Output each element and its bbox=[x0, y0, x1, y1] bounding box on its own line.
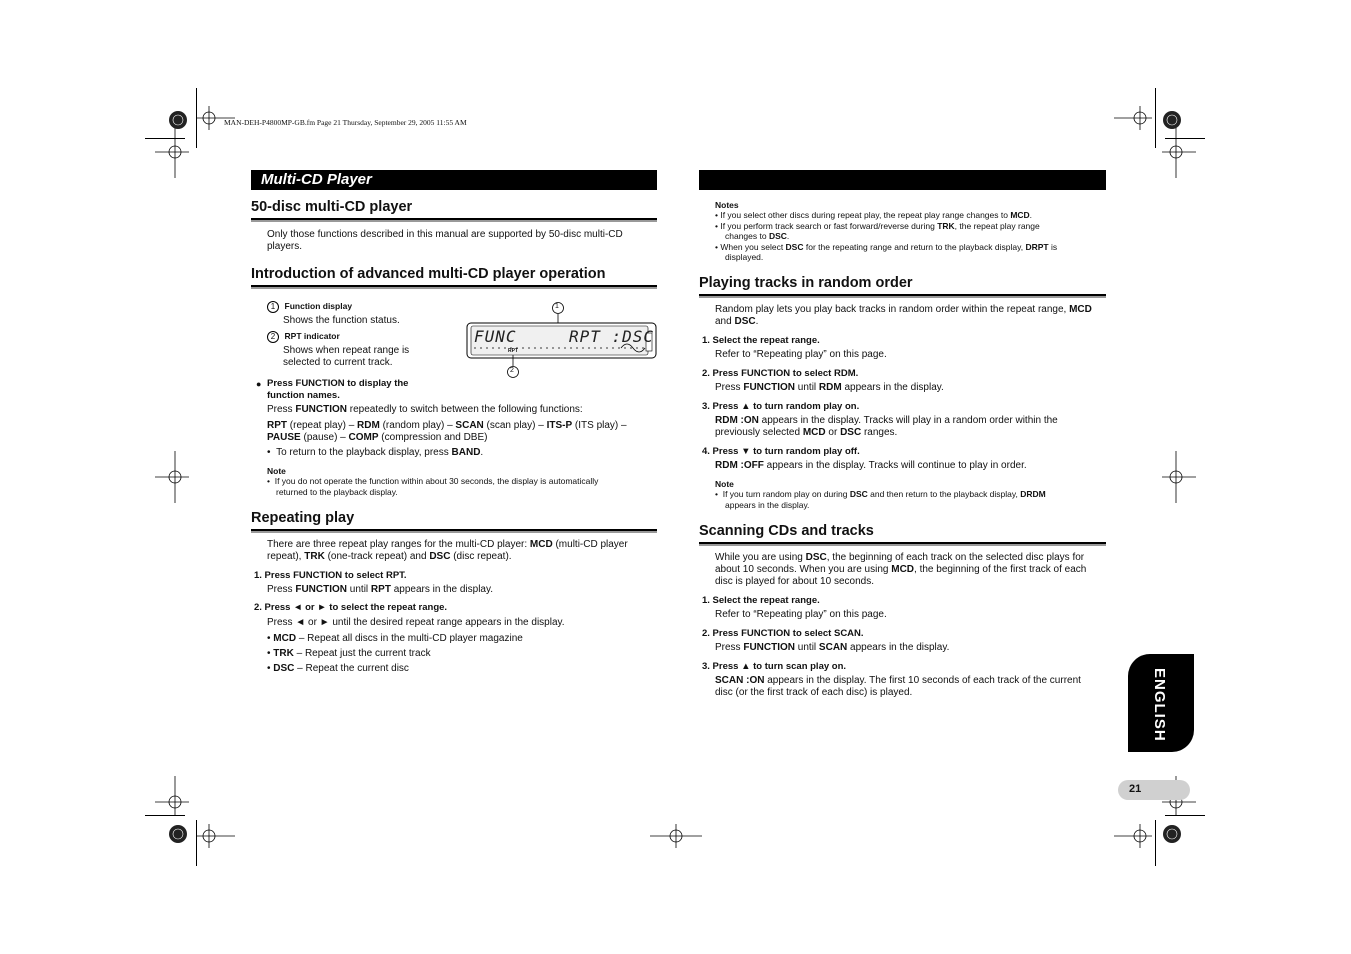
text-run: or bbox=[825, 427, 841, 438]
scan-step-2-desc bbox=[715, 642, 949, 654]
text-run: ranges. bbox=[861, 427, 898, 438]
callout-number: 1 bbox=[267, 301, 279, 313]
text-run: , the beginning of each track on the selected disc plays for bbox=[826, 552, 1085, 563]
text-run: (repeat play) – bbox=[287, 420, 358, 431]
bold-term: FUNCTION bbox=[743, 382, 796, 393]
press-function-desc: Press FUNCTION repeatedly to switch between the following functions: bbox=[267, 404, 583, 415]
repeat-step-1: 1. Press FUNCTION to select RPT. bbox=[254, 570, 407, 581]
text-run: appears in the display. Tracks will continue to play in order. bbox=[763, 460, 1027, 471]
heading-repeat: Repeating play bbox=[251, 510, 355, 526]
text-run: (disc repeat). bbox=[450, 551, 512, 562]
text-run: appears in the display. bbox=[847, 642, 950, 653]
random-step-4: 4. Press ▼ to turn random play off. bbox=[702, 446, 860, 457]
text-run: Press bbox=[715, 642, 744, 653]
note-text: appears in the display. bbox=[725, 500, 810, 510]
scan-paragraph: disc is played for about 10 seconds. bbox=[715, 576, 874, 587]
lcd-function-text: FUNC bbox=[474, 327, 517, 346]
heading-intro: Introduction of advanced multi-CD player operation bbox=[251, 266, 606, 282]
text-run: appears in the display. bbox=[841, 382, 944, 393]
random-step-3: 3. Press ▲ to turn random play on. bbox=[702, 401, 860, 412]
range-item: • DSC – Repeat the current disc bbox=[267, 663, 409, 674]
bullet-dot: ● bbox=[256, 379, 262, 389]
heading-rule bbox=[251, 285, 657, 289]
text-run: Press bbox=[715, 382, 744, 393]
lcd-rpt-indicator: RPT bbox=[508, 348, 518, 354]
lcd-rpt-text: RPT :DSC bbox=[569, 327, 655, 346]
bold-term: DSC bbox=[785, 241, 804, 252]
text-run: Press bbox=[267, 584, 296, 595]
page-number: 21 bbox=[1129, 783, 1142, 795]
bold-term: RDM :ON bbox=[715, 415, 759, 426]
bold-term: SCAN bbox=[818, 642, 848, 653]
range-item: • TRK – Repeat just the current track bbox=[267, 648, 431, 659]
random-step-3-desc bbox=[715, 415, 1058, 427]
text-run: , the repeat play range bbox=[954, 220, 1040, 231]
heading-rule bbox=[699, 542, 1106, 546]
text-run: (multi-CD player bbox=[552, 539, 628, 550]
lcd-callout-number-2: 2 bbox=[510, 367, 514, 374]
bold-term: MCD bbox=[529, 539, 553, 550]
text-run: and then return to the playback display, bbox=[867, 489, 1021, 499]
text-run: until bbox=[795, 382, 819, 393]
callout-desc: Shows the function status. bbox=[283, 315, 400, 326]
note-line: • If you perform track search or fast forward/reverse during TRK, the repeat play range bbox=[715, 220, 1040, 231]
text-run: about 10 seconds. When you are using bbox=[715, 564, 892, 575]
random-step-3-desc bbox=[715, 427, 897, 439]
bold-term: ITS-P bbox=[546, 420, 573, 431]
section-header-bar bbox=[251, 170, 657, 190]
text-run: Random play lets you play back tracks in random order within the repeat range, bbox=[715, 304, 1070, 315]
bold-term: RDM bbox=[357, 420, 380, 431]
text-run: (scan play) – bbox=[483, 420, 547, 431]
scan-step-3-desc: disc (or the first track of each disc) is played. bbox=[715, 687, 913, 698]
text-run: If you perform track search or fast forward/reverse during bbox=[720, 220, 938, 231]
text-run: . bbox=[755, 316, 759, 327]
bold-term: DSC bbox=[849, 489, 868, 499]
heading-scan: Scanning CDs and tracks bbox=[699, 523, 874, 539]
scan-paragraph bbox=[715, 564, 1086, 576]
scan-step-1-desc: Refer to “Repeating play” on this page. bbox=[715, 609, 887, 620]
paragraph-50-disc-1: Only those functions described in this manual are supported by 50-disc multi-CD bbox=[267, 229, 623, 240]
note-line: • When you select DSC for the repeating range and return to the playback display, DRPT is bbox=[715, 241, 1058, 252]
repeat-paragraph bbox=[267, 551, 512, 563]
random-step-4-desc bbox=[715, 460, 1027, 472]
bold-term: DRPT bbox=[1025, 241, 1049, 252]
text-run: (pause) – bbox=[300, 432, 349, 443]
random-step-2: 2. Press FUNCTION to select RDM. bbox=[702, 368, 859, 379]
text-run: until bbox=[347, 584, 371, 595]
text-run: until bbox=[795, 642, 819, 653]
scan-paragraph bbox=[715, 552, 1084, 564]
bold-term: DSC bbox=[429, 551, 451, 562]
bold-term: TRK bbox=[304, 551, 325, 562]
note-text: • If you turn random play on during DSC and then return to the playback display, DRDM bbox=[715, 489, 1046, 499]
text-run: (one-track repeat) and bbox=[324, 551, 430, 562]
callout-rpt-indicator bbox=[267, 331, 340, 343]
lcd-callout-number-1: 1 bbox=[555, 303, 559, 310]
text-run: If you turn random play on during bbox=[722, 489, 850, 499]
text-run: There are three repeat play ranges for the multi-CD player: bbox=[267, 539, 530, 550]
text-run: (compression and DBE) bbox=[378, 432, 488, 443]
bold-term: RDM bbox=[818, 382, 842, 393]
bold-term: MCD bbox=[891, 564, 915, 575]
bold-term: DRDM bbox=[1020, 489, 1046, 499]
repeat-step-1-desc bbox=[267, 584, 493, 596]
text-run: If you select other discs during repeat play, the repeat play range changes to bbox=[720, 210, 1011, 220]
repeat-step-2: 2. Press ◄ or ► to select the repeat range. bbox=[254, 602, 448, 613]
note-heading: Note bbox=[715, 479, 734, 489]
press-function-instruction: Press FUNCTION to display the bbox=[267, 378, 409, 389]
lcd-illustration bbox=[466, 300, 658, 380]
bold-term: MCD bbox=[1010, 210, 1030, 220]
repeat-paragraph bbox=[267, 539, 628, 551]
random-step-1-desc: Refer to “Repeating play” on this page. bbox=[715, 349, 887, 360]
section-title: Multi-CD Player bbox=[261, 171, 372, 188]
note-heading: Note bbox=[267, 466, 286, 476]
text-run: appears in the display. Tracks will play in a random order within the bbox=[758, 415, 1058, 426]
note-text: returned to the playback display. bbox=[276, 487, 398, 497]
random-paragraph bbox=[715, 316, 758, 328]
heading-50-disc: 50-disc multi-CD player bbox=[251, 199, 413, 215]
return-bullet: • To return to the playback display, press BAND. bbox=[267, 447, 484, 458]
repeat-step-2-desc: Press ◄ or ► until the desired repeat range appears in the display. bbox=[267, 617, 565, 628]
press-function-instruction: function names. bbox=[267, 390, 340, 401]
bold-term: SCAN :ON bbox=[715, 675, 765, 686]
text-run: appears in the display. The first 10 seconds of each track of the current bbox=[764, 675, 1081, 686]
text-run: . bbox=[1029, 210, 1033, 220]
bold-term: MCD bbox=[802, 427, 826, 438]
scan-step-3-desc bbox=[715, 675, 1081, 687]
bold-term: FUNCTION bbox=[743, 642, 796, 653]
paragraph-50-disc-2: players. bbox=[267, 241, 303, 252]
bold-term: DSC bbox=[840, 427, 862, 438]
heading-rule bbox=[699, 294, 1106, 298]
note-line: • If you select other discs during repeat play, the repeat play range changes to MCD. bbox=[715, 210, 1033, 220]
bold-term: RPT bbox=[267, 420, 287, 431]
callout-label: RPT indicator bbox=[284, 331, 340, 341]
text-run: , the beginning of the first track of each bbox=[914, 564, 1087, 575]
notes-heading: Notes bbox=[715, 200, 739, 210]
heading-random: Playing tracks in random order bbox=[699, 275, 913, 291]
functions-list-line-2 bbox=[267, 432, 487, 444]
bold-term: RDM :OFF bbox=[715, 460, 764, 471]
scan-step-2: 2. Press FUNCTION to select SCAN. bbox=[702, 628, 864, 639]
bold-term: MCD bbox=[1069, 304, 1092, 315]
scan-step-1: 1. Select the repeat range. bbox=[702, 595, 820, 606]
text-run: is bbox=[1048, 241, 1058, 252]
text-run: While you are using bbox=[715, 552, 806, 563]
bold-term: DSC bbox=[734, 316, 756, 327]
scan-step-3: 3. Press ▲ to turn scan play on. bbox=[702, 661, 847, 672]
range-item: • MCD – Repeat all discs in the multi-CD player magazine bbox=[267, 633, 523, 644]
bold-term: SCAN bbox=[455, 420, 484, 431]
language-tab-label: ENGLISH bbox=[1151, 668, 1168, 742]
callout-number: 2 bbox=[267, 331, 279, 343]
note-line bbox=[725, 231, 789, 242]
callout-label: Function display bbox=[284, 301, 353, 311]
bold-term: PAUSE bbox=[267, 432, 301, 443]
bold-term: RPT bbox=[370, 584, 391, 595]
heading-rule bbox=[251, 218, 657, 222]
text-run: repeat), bbox=[267, 551, 305, 562]
random-paragraph bbox=[715, 304, 1092, 316]
functions-list-line-1 bbox=[267, 420, 627, 432]
bold-term: TRK bbox=[937, 220, 955, 231]
text-run: appears in the display. bbox=[390, 584, 494, 595]
heading-rule bbox=[251, 529, 657, 533]
note-line bbox=[725, 252, 763, 263]
text-run: When you select bbox=[720, 241, 786, 252]
note-text: • If you do not operate the function within about 30 seconds, the display is automatically bbox=[267, 476, 599, 486]
right-header-bar bbox=[699, 170, 1106, 190]
bold-term: DSC bbox=[805, 552, 827, 563]
text-run: (random play) – bbox=[379, 420, 456, 431]
text-run: and bbox=[715, 316, 735, 327]
bold-term: DSC bbox=[768, 231, 787, 241]
text-run: . bbox=[786, 231, 790, 241]
page-number-badge bbox=[1118, 780, 1190, 800]
file-info: MAN-DEH-P4800MP-GB.fm Page 21 Thursday, September 29, 2005 11:55 AM bbox=[224, 118, 467, 127]
text-run: displayed. bbox=[725, 252, 764, 262]
language-tab bbox=[1128, 654, 1194, 752]
text-run: (ITS play) – bbox=[572, 420, 627, 431]
callout-function-display bbox=[267, 301, 352, 313]
bold-term: COMP bbox=[348, 432, 379, 443]
callout-desc: Shows when repeat range is bbox=[283, 345, 410, 356]
bold-term: FUNCTION bbox=[295, 584, 348, 595]
random-step-2-desc bbox=[715, 382, 944, 394]
text-run: for the repeating range and return to the playback display, bbox=[803, 241, 1026, 252]
text-run: changes to bbox=[725, 231, 769, 241]
text-run: previously selected bbox=[715, 427, 803, 438]
random-step-1: 1. Select the repeat range. bbox=[702, 335, 820, 346]
callout-desc: selected to current track. bbox=[283, 357, 393, 368]
